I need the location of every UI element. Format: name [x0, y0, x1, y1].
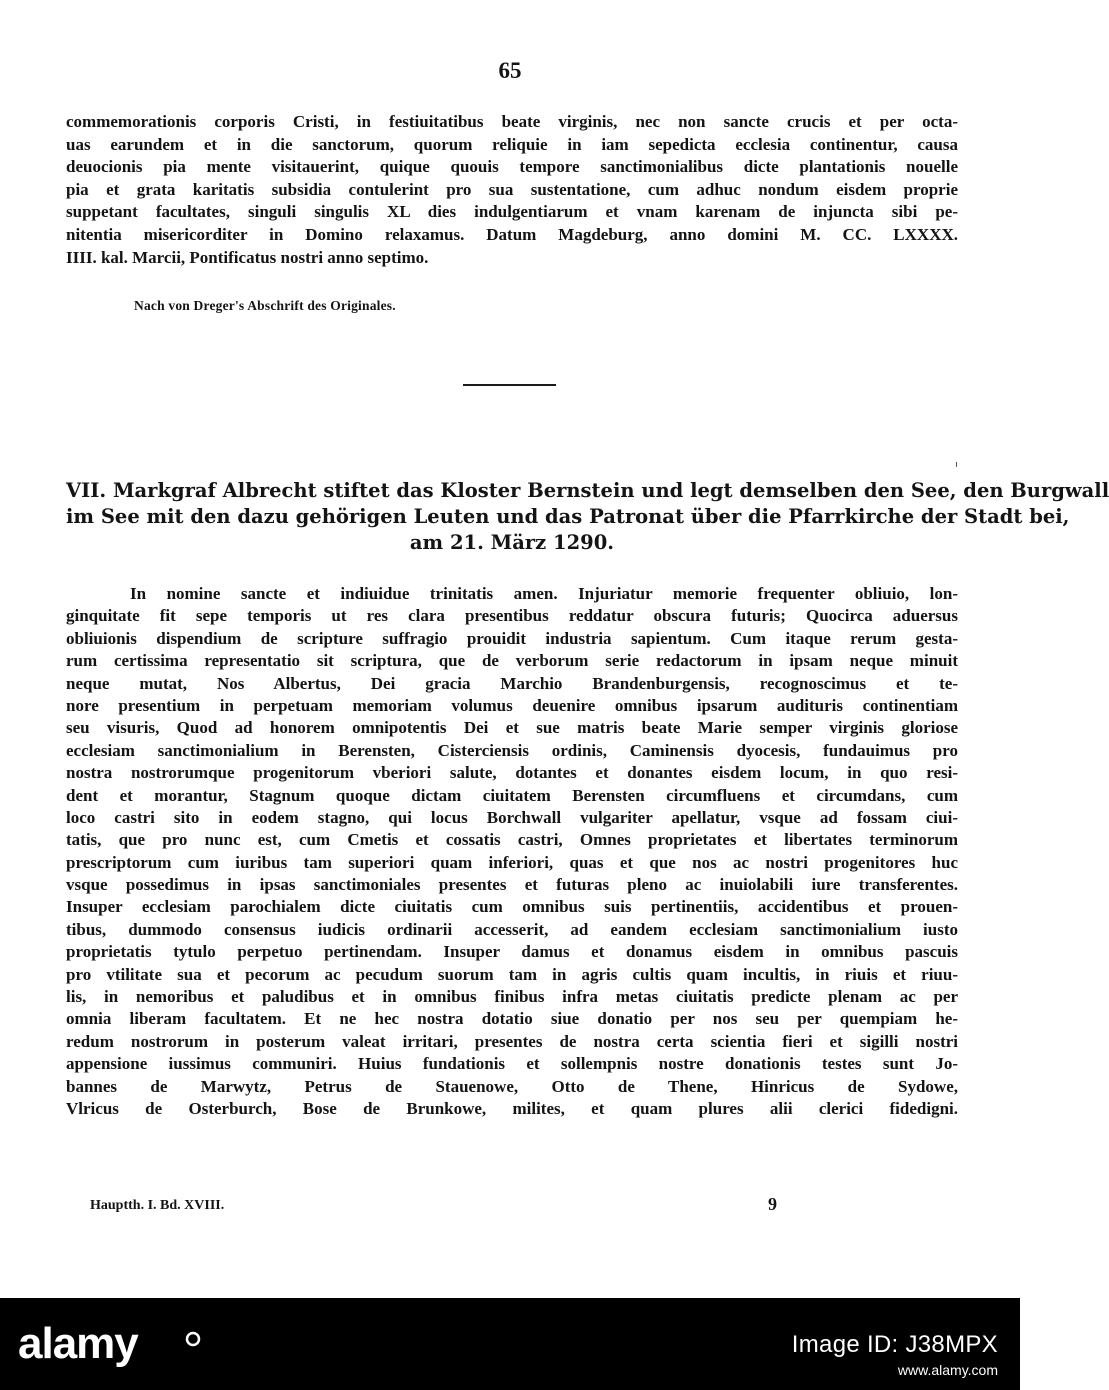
text-line: omnia liberam facultatem. Et ne hec nostra dotatio siue donatio per nos seu per quempiam he-	[66, 1009, 958, 1029]
text-line: tatis, que pro nunc est, cum Cmetis et cossatis castri, Omnes proprietates et libertates terminorum	[66, 830, 958, 850]
text-line: IIII. kal. Marcii, Pontificatus nostri anno septimo.	[66, 247, 429, 267]
text-line: commemorationis corporis Cristi, in festiuitatibus beate virginis, nec non sancte crucis et per octa-	[66, 112, 958, 131]
section-divider	[463, 384, 556, 386]
website-label: www.alamy.com	[897, 1362, 998, 1378]
text-line: loco castri sito in eodem stagno, qui locus Borchwall vulgariter apellatur, vsque ad fossam ciui-	[66, 807, 958, 827]
text-line: nitentia misericorditer in Domino relaxamus. Datum Magdeburg, anno domini M. CC. LXXXX.	[66, 224, 958, 244]
text-line: proprietatis tytulo perpetuo pertinendam. Insuper damus et donamus eisdem in omnibus pascuis	[66, 942, 958, 962]
document-paragraph-1	[66, 111, 958, 269]
text-line: vsque possedimus in ipsas sanctimoniales presentes et futuras pleno ac inuiolabili iure transferentes.	[66, 875, 958, 895]
text-line: rum certissima representatio sit scriptura, que de verborum serie redactorum in ipsam neque minuit	[66, 651, 958, 671]
document-paragraph-2	[66, 583, 958, 1120]
text-line: dent et morantur, Stagnum quoque dictam ciuitatem Berensten circumfluens et circumdans, cum	[66, 785, 958, 805]
text-line: neque mutat, Nos Albertus, Dei gracia Marchio Brandenburgensis, recognoscimus et te-	[66, 673, 958, 693]
text-line: deuocionis pia mente visitauerint, quique quouis tempore sanctimonialibus dicte plantationis nouelle	[66, 157, 958, 177]
text-line: nore presentium in perpetuam memoriam volumus deuenire omnibus ipsarum audituris continentiam	[66, 695, 958, 715]
text-line: pro vtilitate sua et pecorum ac pecudum suorum tam in agris cultis quam incultis, in riuis et riuu-	[66, 964, 958, 984]
text-line: bannes de Marwytz, Petrus de Stauenowe, Otto de Thene, Hinricus de Sydowe,	[66, 1076, 958, 1096]
text-line: ginquitate fit sepe temporis ut res clara presentibus reddatur obscura futuris; Quocirca aduersus	[66, 606, 958, 626]
page-number: 65	[498, 58, 522, 83]
text-line: appensione iussimus communiri. Huius fundationis et sollempnis nostre donationis testes sunt Jo-	[66, 1054, 958, 1074]
text-line: pia et grata karitatis subsidia contulerint pro sua sustentatione, cum adhuc nondum eisdem proprie	[66, 179, 958, 199]
signature-mark: 9	[768, 1194, 777, 1214]
text-line: obliuionis dispendium de scripture suffragio prouidit industria sapientum. Cum itaque rerum gesta-	[66, 628, 958, 648]
heading-line: VII. Markgraf Albrecht stiftet das Kloster Bernstein und legt demselben den See, den Burgwall	[66, 479, 1109, 502]
heading-line: am 21. März 1290.	[409, 531, 615, 554]
source-note: Nach von Dreger's Abschrift des Originales.	[134, 298, 396, 313]
text-line: nostra nostrorumque progenitorum vberiori salute, dotantes et donantes eisdem locum, in quo resi-	[66, 763, 958, 783]
text-line: redum nostrorum in posterum valeat irritari, presentes de nostra certa scientia fieri et sigilli nostri	[66, 1031, 958, 1051]
heading-line: im See mit den dazu gehörigen Leuten und das Patronat über die Pfarrkirche der Stadt bei,	[66, 505, 1070, 528]
text-line: In nomine sancte et indiuidue trinitatis amen. Injuriatur memorie frequenter obliuio, lon-	[130, 584, 958, 603]
text-line: uas earundem et in die sanctorum, quorum reliquie in iam sepedicta ecclesia continentur, causa	[66, 134, 958, 154]
text-line: suppetant facultates, singuli singulis XL dies indulgentiarum et vnam karenam de injuncta sibi pe-	[66, 202, 958, 222]
text-line: Vlricus de Osterburch, Bose de Brunkowe, milites, et quam plures alii clerici fidedigni.	[66, 1098, 958, 1118]
text-line: lis, in nemoribus et paludibus et in omnibus finibus infra metas ciuitatis predicte plenam ac per	[66, 987, 958, 1007]
alamy-logo-mark-icon	[184, 1330, 202, 1348]
document-heading	[66, 478, 1109, 556]
signature-footer: Hauptth. I. Bd. XVIII.	[90, 1198, 225, 1213]
alamy-logo: alamy	[18, 1319, 138, 1368]
text-line: Insuper ecclesiam parochialem dicte ciuitatis cum omnibus suis pertinentiis, accidentibus et prouen-	[66, 897, 958, 917]
text-line: prescriptorum cum iuribus tam superiori quam inferiori, quas et que nos ac nostri progenitores huc	[66, 852, 958, 872]
text-line: tibus, dummodo consensus iudicis ordinarii accesserit, ad eandem ecclesiam sanctimonialium iusto	[66, 919, 958, 939]
image-id-label: Image ID: J38MPX	[791, 1331, 998, 1358]
text-line: ecclesiam sanctimonialium in Berensten, Cisterciensis ordinis, Caminensis dyocesis, fundauimus pro	[66, 740, 958, 760]
text-line: seu visuris, Quod ad honorem omnipotentis Dei et sue matris beate Marie semper virginis gloriose	[66, 718, 958, 738]
print-speck	[956, 462, 957, 467]
